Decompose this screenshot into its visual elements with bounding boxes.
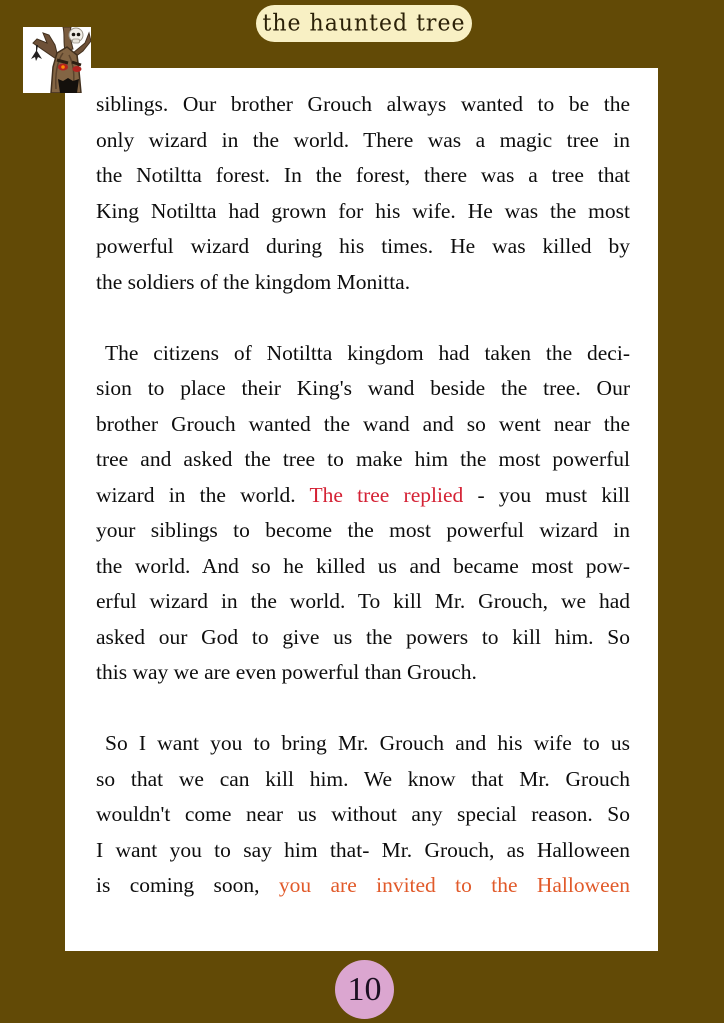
- story-segment: this way we are even powerful than Grouch.: [96, 660, 477, 684]
- story-line: [96, 194, 630, 230]
- book-title: the haunted tree: [262, 9, 466, 37]
- book-title-pill: [256, 5, 472, 42]
- story-line: [96, 229, 630, 265]
- story-segment: erful wizard in the world. To kill Mr. Grouch, we had: [96, 589, 630, 613]
- story-paragraph: [96, 87, 630, 300]
- story-segment: the soldiers of the kingdom Monitta.: [96, 269, 411, 294]
- story-line: [96, 655, 630, 691]
- story-line: [96, 726, 630, 762]
- story-segment: is coming soon,: [96, 873, 279, 897]
- story-line: [96, 620, 630, 656]
- story-segment: so that we can kill him. We know that Mr. Grouch: [96, 766, 630, 791]
- story-segment: I want you to say him that- Mr. Grouch, as Halloween: [96, 837, 630, 862]
- story-segment: siblings. Our brother Grouch always wanted to be the: [96, 92, 630, 116]
- story-segment: your siblings to become the most powerful wizard in: [96, 518, 630, 542]
- story-page-panel: [65, 68, 658, 951]
- story-segment: King Notiltta had grown for his wife. He was the most: [96, 198, 630, 223]
- story-segment: The citizens of Notiltta kingdom had taken the deci-: [105, 340, 630, 365]
- page-number: 10: [347, 970, 382, 1008]
- story-line: [96, 478, 630, 514]
- story-line: [96, 549, 630, 585]
- story-paragraph: [96, 726, 630, 904]
- haunted-tree-icon: [23, 27, 91, 93]
- story-segment: asked our God to give us the powers to kill him. So: [96, 624, 630, 649]
- story-line: [96, 407, 630, 443]
- story-line: [96, 584, 630, 620]
- story-segment: only wizard in the world. There was a magic tree in: [96, 127, 630, 152]
- story-segment: the Notiltta forest. In the forest, there was a tree that: [96, 163, 630, 187]
- page-number-badge: [335, 960, 394, 1019]
- story-line: [96, 123, 630, 159]
- story-line: [96, 371, 630, 407]
- story-line: [96, 833, 630, 869]
- story-line: [96, 762, 630, 798]
- story-segment: wizard in the world.: [96, 482, 310, 507]
- story-line: [96, 158, 630, 194]
- story-segment: sion to place their King's wand beside the tree. Our: [96, 376, 630, 400]
- story-segment: powerful wizard during his times. He was killed by: [96, 234, 630, 258]
- story-segment: brother Grouch wanted the wand and so went near the: [96, 411, 630, 436]
- story-paragraph: [96, 336, 630, 691]
- story-segment: - you must kill: [463, 482, 630, 507]
- story-line: [96, 868, 630, 904]
- story-segment: the world. And so he killed us and became most pow-: [96, 553, 630, 578]
- story-segment: wouldn't come near us without any special reason. So: [96, 802, 630, 826]
- story-text: [96, 87, 630, 904]
- story-segment: tree and asked the tree to make him the most powerful: [96, 447, 630, 471]
- story-line: [96, 442, 630, 478]
- story-line: [96, 336, 630, 372]
- story-line: [96, 513, 630, 549]
- highlighted-phrase-orange: you are invited to the Halloween: [278, 873, 630, 897]
- haunted-tree-illustration: [23, 27, 91, 93]
- highlighted-phrase-red: The tree replied: [309, 482, 464, 507]
- story-segment: So I want you to bring Mr. Grouch and his wife to us: [105, 731, 630, 755]
- story-line: [96, 797, 630, 833]
- story-line: [96, 265, 630, 301]
- story-line: [96, 87, 630, 123]
